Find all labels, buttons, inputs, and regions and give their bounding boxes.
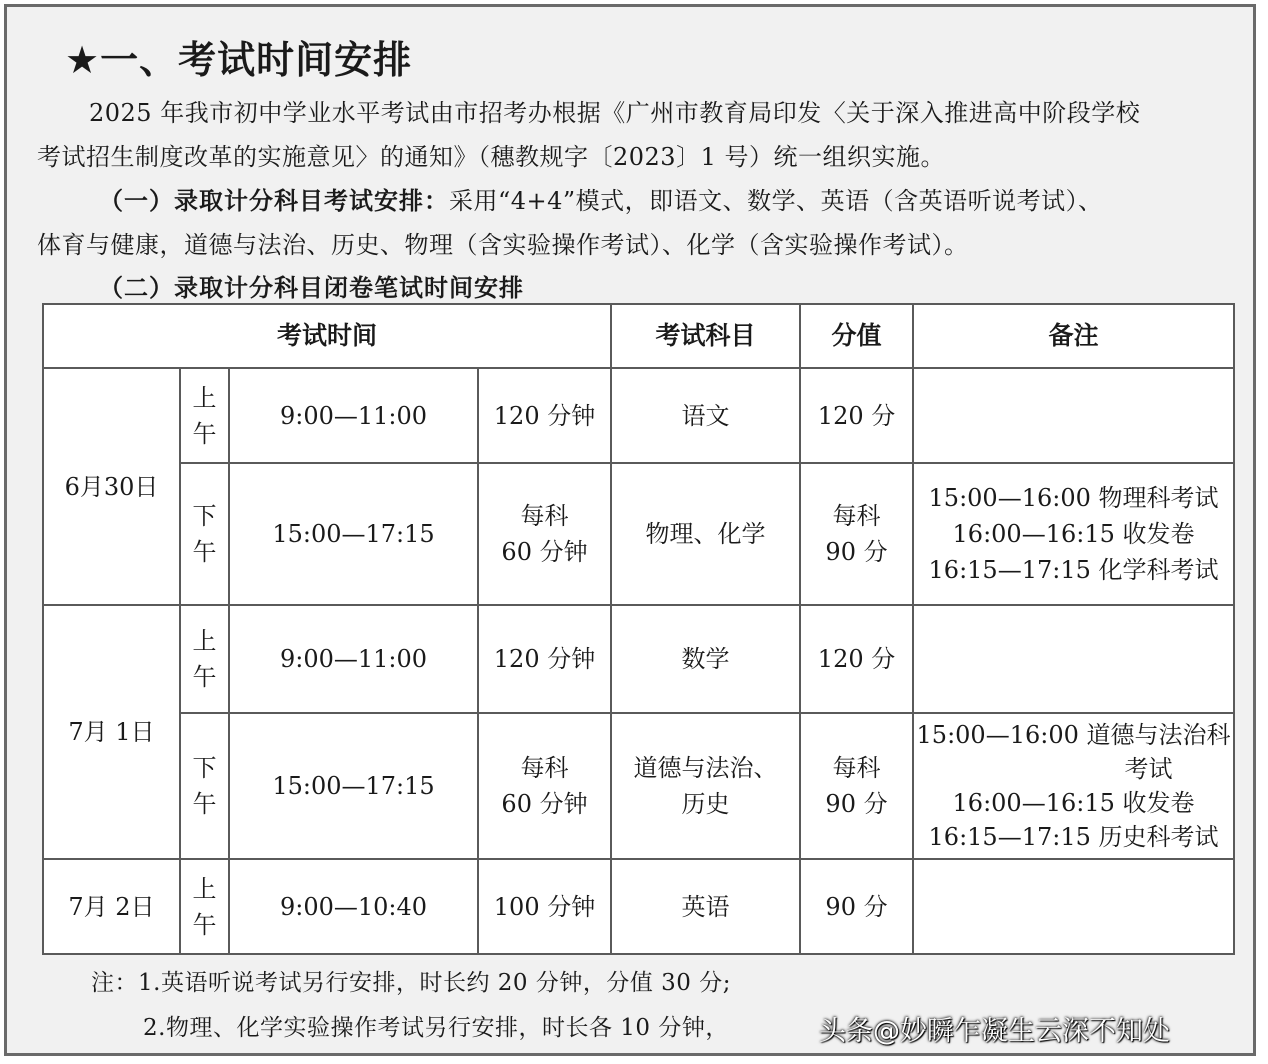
watermark: 头条@妙瞬乍凝生云深不知处 (819, 1016, 1170, 1047)
table-row (43, 713, 1234, 859)
section-heading: ★一、考试时间安排 (65, 38, 413, 82)
header-remark: 备注 (913, 304, 1234, 368)
subject-cell: 道德与法治、 历史 (611, 713, 800, 859)
score-cell: 每科 90 分 (800, 713, 913, 859)
remark-cell: 15:00—16:00 物理科考试 16:00—16:15 收发卷 16:15—17:15 化学科考试 (913, 463, 1234, 605)
date-cell: 7月 1日 (43, 605, 180, 859)
period-cell: 上 午 (180, 605, 229, 713)
date-cell: 6月30日 (43, 368, 180, 605)
time-cell: 9:00—11:00 (229, 368, 478, 463)
time-cell: 9:00—10:40 (229, 859, 478, 954)
period-cell: 下 午 (180, 713, 229, 859)
remark-cell (913, 368, 1234, 463)
header-time: 考试时间 (43, 304, 611, 368)
remark-cell (913, 605, 1234, 713)
document-page (4, 4, 1256, 1056)
note-line-1: 注：1.英语听说考试另行安排，时长约 20 分钟，分值 30 分; (91, 970, 731, 996)
section-1-paragraph (99, 181, 1103, 216)
header-subject: 考试科目 (611, 304, 800, 368)
intro-line-2: 考试招生制度改革的实施意见〉的通知》（穗教规字〔2023〕1 号）统一组织实施。 (37, 143, 945, 171)
remark-cell (913, 859, 1234, 954)
intro-line-1: 2025 年我市初中学业水平考试由市招考办根据《广州市教育局印发〈关于深入推进高中阶段学校 (89, 99, 1141, 127)
exam-schedule-table (42, 303, 1235, 955)
score-cell: 90 分 (800, 859, 913, 954)
subject-cell: 英语 (611, 859, 800, 954)
table-header-row (43, 304, 1234, 368)
table-row (43, 368, 1234, 463)
time-cell: 9:00—11:00 (229, 605, 478, 713)
table-row (43, 605, 1234, 713)
period-cell: 上 午 (180, 859, 229, 954)
table-row (43, 859, 1234, 954)
subject-cell: 物理、化学 (611, 463, 800, 605)
date-cell: 7月 2日 (43, 859, 180, 954)
period-cell: 上 午 (180, 368, 229, 463)
time-cell: 15:00—17:15 (229, 713, 478, 859)
section-1-text-line-2: 体育与健康，道德与法治、历史、物理（含实验操作考试）、化学（含实验操作考试）。 (37, 231, 969, 259)
score-cell: 每科 90 分 (800, 463, 913, 605)
note-line-2: 2.物理、化学实验操作考试另行安排，时长各 10 分钟， (143, 1015, 729, 1041)
duration-cell: 120 分钟 (478, 368, 611, 463)
section-1-label: （一）录取计分科目考试安排： (99, 187, 449, 215)
remark-cell: 15:00—16:00 道德与法治科 考试 16:00—16:15 收发卷 16:15—17:15 历史科考试 (913, 713, 1234, 859)
time-cell: 15:00—17:15 (229, 463, 478, 605)
score-cell: 120 分 (800, 368, 913, 463)
header-score: 分值 (800, 304, 913, 368)
duration-cell: 120 分钟 (478, 605, 611, 713)
duration-cell: 100 分钟 (478, 859, 611, 954)
section-2-label: （二）录取计分科目闭卷笔试时间安排 (99, 274, 524, 302)
score-cell: 120 分 (800, 605, 913, 713)
period-cell: 下 午 (180, 463, 229, 605)
subject-cell: 数学 (611, 605, 800, 713)
duration-cell: 每科 60 分钟 (478, 713, 611, 859)
duration-cell: 每科 60 分钟 (478, 463, 611, 605)
subject-cell: 语文 (611, 368, 800, 463)
section-1-text: 采用“4+4”模式，即语文、数学、英语（含英语听说考试）、 (449, 187, 1103, 215)
table-row (43, 463, 1234, 605)
